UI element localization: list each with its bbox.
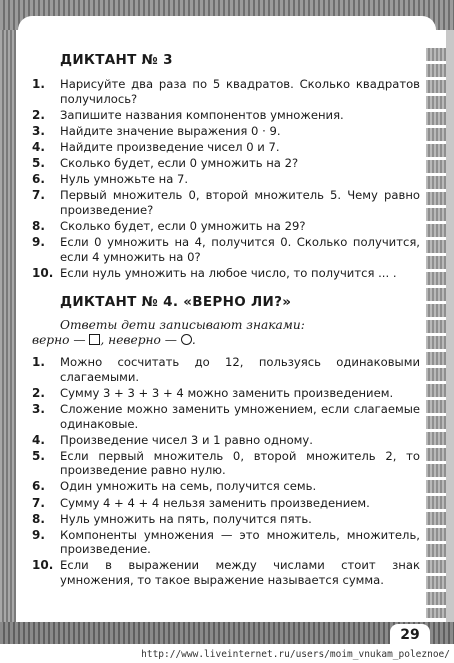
item-number: 4. <box>32 139 45 154</box>
separator: , <box>100 333 105 348</box>
item-number: 2. <box>32 385 45 400</box>
item-number: 10. <box>32 265 54 280</box>
item-number: 6. <box>32 172 45 187</box>
item-number: 7. <box>32 495 45 510</box>
dictation-3-list <box>32 77 420 280</box>
item-text: Сумму 3 + 3 + 3 + 4 можно заменить произведением. <box>60 385 394 400</box>
list-item <box>32 188 420 217</box>
item-number: 10. <box>32 558 54 573</box>
page-content <box>32 52 420 589</box>
false-label: неверно — <box>108 333 177 348</box>
dictation-4-list <box>32 355 420 587</box>
item-text: Сумму 4 + 4 + 4 нельзя заменить произведением. <box>60 495 370 510</box>
item-text: Найдите произведение чисел 0 и 7. <box>60 139 280 154</box>
right-border <box>426 48 446 618</box>
list-item <box>32 156 420 171</box>
list-item <box>32 496 420 511</box>
item-text: Нарисуйте два раза по 5 квадратов. Сколько квадратов получилось? <box>60 77 420 106</box>
legend-line <box>32 333 420 348</box>
item-number: 7. <box>32 188 45 203</box>
page-number: 29 <box>390 624 430 644</box>
item-number: 3. <box>32 402 45 416</box>
list-item <box>32 108 420 123</box>
item-text: Если 0 умножить на 4, получится 0. Сколько получится, если 4 умножить на 0? <box>60 234 420 264</box>
item-text: Сколько будет, если 0 умножить на 2? <box>60 155 299 170</box>
item-text: Сложение можно заменить умножением, если слагаемые одинаковые. <box>60 402 420 431</box>
item-number: 2. <box>32 107 45 122</box>
list-item <box>32 558 420 587</box>
list-item <box>32 402 420 431</box>
list-item <box>32 479 420 494</box>
list-item <box>32 386 420 401</box>
item-number: 9. <box>32 527 45 542</box>
item-text: Если первый множитель 0, второй множитель 2, то произведение равно нулю. <box>60 448 420 478</box>
item-text: Нуль умножьте на 7. <box>60 172 189 187</box>
item-number: 1. <box>32 77 45 91</box>
item-number: 6. <box>32 479 45 494</box>
dictation-3-title: ДИКТАНТ № 3 <box>60 52 173 68</box>
item-number: 5. <box>32 155 45 170</box>
item-number: 4. <box>32 432 45 447</box>
item-number: 9. <box>32 234 45 249</box>
left-border <box>0 30 16 630</box>
top-border <box>0 0 454 38</box>
dictation-4-instructions <box>32 318 420 348</box>
item-text: Первый множитель 0, второй множитель 5. Чему равно произведение? <box>60 188 420 217</box>
item-number: 3. <box>32 123 45 138</box>
list-item <box>32 528 420 557</box>
item-text: Произведение чисел 3 и 1 равно одному. <box>60 432 313 447</box>
list-item <box>32 124 420 139</box>
item-text: Найдите значение выражения 0 · 9. <box>60 123 281 138</box>
list-item <box>32 449 420 478</box>
list-item <box>32 172 420 187</box>
item-text: Можно сосчитать до 12, пользуясь одинаковыми слагаемыми. <box>60 355 420 384</box>
list-item <box>32 77 420 106</box>
bottom-border <box>0 622 454 644</box>
list-item <box>32 355 420 384</box>
item-text: Компоненты умножения — это множитель, множитель, произведение. <box>60 527 420 557</box>
dictation-4-title: ДИКТАНТ № 4. «ВЕРНО ЛИ?» <box>60 294 292 311</box>
true-label: верно — <box>32 333 86 348</box>
item-text: Запишите названия компонентов умножения. <box>60 107 344 122</box>
square-symbol-icon <box>89 334 100 345</box>
item-number: 5. <box>32 448 45 463</box>
list-item <box>32 512 420 527</box>
end-period: . <box>191 333 196 348</box>
item-text: Если в выражении между числами стоит знак умножения, то такое выражение называется сумма. <box>60 558 420 588</box>
list-item <box>32 140 420 155</box>
list-item <box>32 235 420 264</box>
item-number: 8. <box>32 218 45 233</box>
item-number: 8. <box>32 511 45 526</box>
item-text: Нуль умножить на пять, получится пять. <box>60 511 312 526</box>
list-item <box>32 266 420 281</box>
item-text: Сколько будет, если 0 умножить на 29? <box>60 218 306 233</box>
list-item <box>32 219 420 234</box>
circle-symbol-icon <box>181 334 192 345</box>
item-text: Один умножить на семь, получится семь. <box>60 479 317 494</box>
instruction-line: Ответы дети записывают знаками: <box>60 318 305 333</box>
right-edge <box>446 30 454 630</box>
item-text: Если нуль умножить на любое число, то получится ... . <box>60 265 397 280</box>
list-item <box>32 433 420 448</box>
footer-url: http://www.liveinternet.ru/users/moim_vnukam_poleznoe/ <box>141 649 450 660</box>
item-number: 1. <box>32 355 45 370</box>
